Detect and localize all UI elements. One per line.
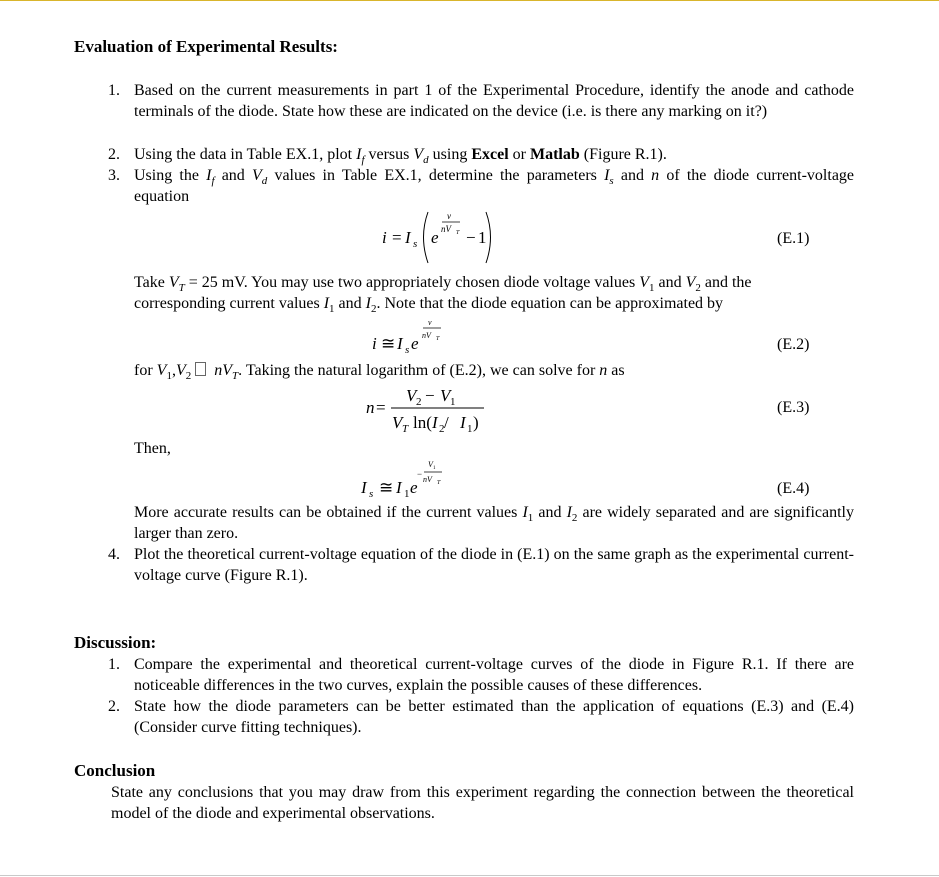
item-number: 4. [108, 546, 120, 563]
svg-text:≅: ≅ [381, 334, 396, 353]
item-1-text: Based on the current measurements in part 1 of the Experimental Procedure, identify the anode and cathode terminals of the diode. State how these are indicated on the device (i.e. is there any marking on it?) [134, 82, 854, 120]
svg-text:1: 1 [450, 396, 456, 408]
svg-text:e: e [410, 478, 418, 497]
svg-text:e: e [411, 334, 419, 353]
discussion-1-text: Compare the experimental and theoretical current-voltage curves of the diode in Figure R.1. If there are noticeable differences in the two curves, explain the possible causes of these differences. [134, 656, 854, 694]
bottom-border [0, 875, 939, 876]
accurate-text: More accurate results can be obtained if the current values $I_1$ and $I_2$ are widely separated and are significantly larger than zero. [134, 504, 854, 542]
take-vt-line1: Take $V_T = 25$ mV. You may use two appropriately chosen diode voltage values $V_1$ and $V_2$ and the [134, 274, 752, 295]
svg-text:e: e [431, 228, 439, 247]
svg-text:−: − [417, 469, 423, 479]
svg-text:V: V [428, 460, 433, 469]
svg-text:−: − [466, 228, 476, 247]
svg-text:I: I [397, 334, 403, 353]
eq-label-e4: (E.4) [777, 480, 810, 497]
svg-text:I: I [396, 478, 402, 497]
svg-text:T: T [436, 336, 440, 342]
for-line: for $V_1,V_2$ $nV_T$. Taking the natural logarithm of (E.2), we can solve for n as [134, 362, 625, 383]
svg-text:I: I [361, 478, 367, 497]
equation-e4 [360, 460, 442, 500]
item-number: 1. [108, 82, 120, 99]
item-2-text: Using the data in Table EX.1, plot $I_f$ versus $V_d$ using Excel or Matlab (Figure R.1). [134, 146, 667, 167]
svg-text:−: − [425, 386, 435, 405]
discussion-heading: Discussion: [74, 633, 157, 652]
svg-text:i: i [372, 334, 377, 353]
svg-text:): ) [473, 413, 479, 432]
svg-text:I: I [432, 413, 438, 432]
eq-label-e2: (E.2) [777, 336, 810, 353]
discussion-number: 2. [108, 698, 120, 715]
svg-text:1: 1 [478, 228, 487, 247]
svg-text:i: i [382, 228, 387, 247]
svg-text:≅: ≅ [379, 478, 394, 497]
svg-text:2: 2 [416, 396, 422, 408]
discussion-2-text: State how the diode parameters can be better estimated than the application of equations (E.3) and (E.4) (Consider curve fitting techniques). [134, 698, 854, 736]
svg-text:nV: nV [422, 331, 431, 340]
item-4-text: Plot the theoretical current-voltage equation of the diode in (E.1) on the same graph as the experimental current-voltage curve (Figure R.1). [134, 546, 854, 584]
svg-text:v: v [447, 211, 451, 221]
eq-label-e1: (E.1) [777, 230, 810, 247]
eq-label-e3: (E.3) [777, 399, 810, 416]
svg-text:I: I [405, 228, 411, 247]
svg-text:1: 1 [467, 423, 473, 435]
svg-text:s: s [413, 238, 418, 250]
svg-text:T: T [402, 423, 409, 435]
svg-text:V: V [406, 386, 417, 405]
evaluation-heading: Evaluation of Experimental Results: [74, 37, 338, 56]
conclusion-text: State any conclusions that you may draw from this experiment regarding the connection between the theoretical model of the diode and experimental observations. [111, 784, 854, 822]
svg-text:ln(: ln( [413, 413, 432, 432]
svg-text:V: V [392, 413, 403, 432]
svg-text:s: s [369, 488, 374, 500]
svg-text:T: T [437, 480, 441, 486]
svg-text:V: V [440, 386, 451, 405]
svg-text:=: = [392, 228, 402, 247]
conclusion-heading: Conclusion [74, 761, 156, 780]
equation-e1 [382, 211, 491, 263]
svg-text:T: T [456, 230, 460, 236]
take-vt-line2: corresponding current values $I_1$ and $I_2$. Note that the diode equation can be approximated by [134, 295, 724, 316]
svg-text:n: n [366, 398, 375, 417]
unknown-symbol-box [195, 362, 206, 376]
discussion-number: 1. [108, 656, 120, 673]
item-number: 2. [108, 146, 120, 163]
svg-text:I: I [460, 413, 466, 432]
svg-text:s: s [405, 344, 410, 356]
svg-text:2: 2 [439, 423, 445, 435]
item-number: 3. [108, 167, 120, 184]
equation-e2 [372, 318, 441, 356]
svg-text:1: 1 [404, 488, 410, 500]
svg-text:v: v [428, 318, 432, 327]
svg-text:nV: nV [423, 475, 432, 484]
svg-text:=: = [376, 398, 386, 417]
then-text: Then, [134, 440, 171, 457]
item-3-text: Using the $I_f$ and $V_d$ values in Table EX.1, determine the parameters $I_s$ and n of the diode current-voltage equation [134, 167, 855, 205]
svg-text:/: / [444, 413, 449, 432]
svg-text:nV: nV [441, 224, 451, 234]
svg-text:1: 1 [433, 466, 436, 471]
equation-e3 [366, 386, 484, 435]
